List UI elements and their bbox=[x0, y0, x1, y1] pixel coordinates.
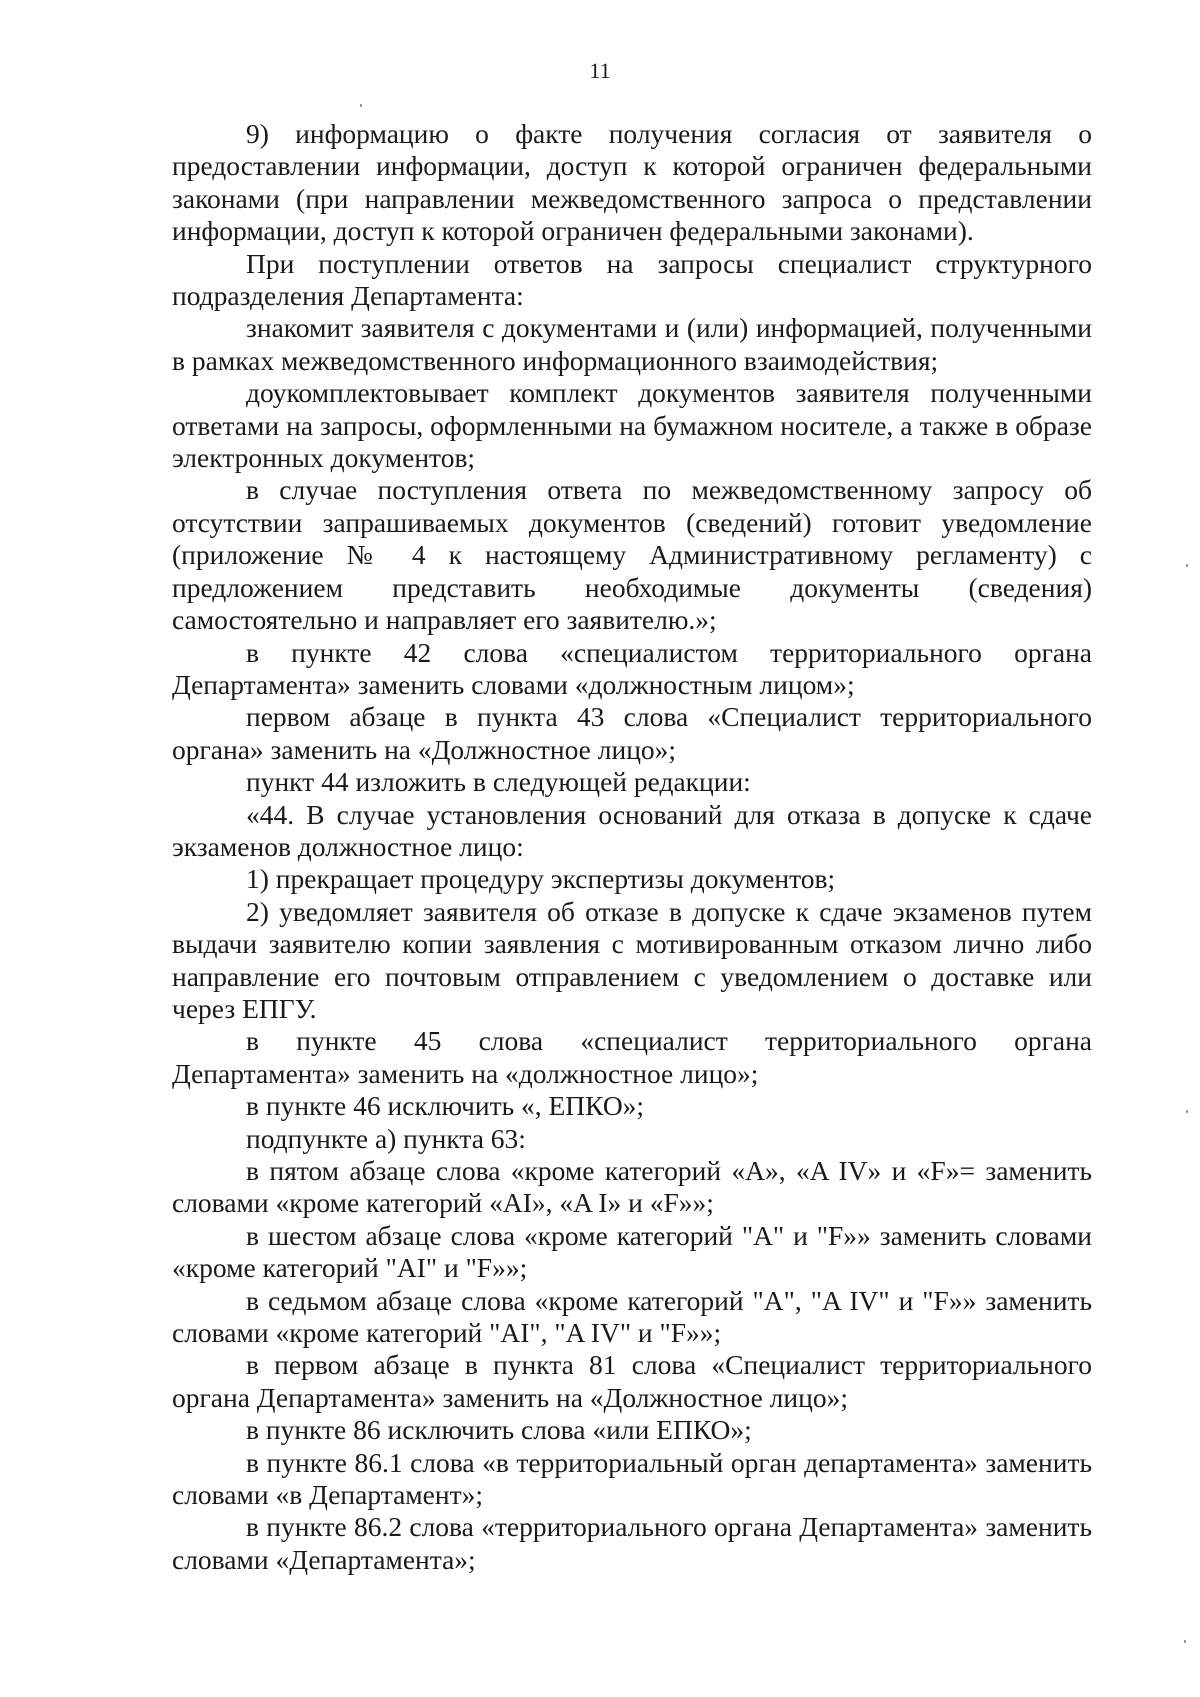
paragraph-responses-intro: При поступлении ответов на запросы специалист структурного подразделения Департамента: bbox=[172, 247, 1092, 312]
scan-speck bbox=[1186, 564, 1188, 567]
paragraph-completes-set: доукомплектовывает комплект документов заявителя полученными ответами на запросы, оформленными на бумажном носителе, а также в образе электронных документов; bbox=[172, 377, 1092, 474]
paragraph-clause-45: в пункте 45 слова «специалист территориального органа Департамента» заменить на «должностное лицо»; bbox=[172, 1025, 1092, 1089]
paragraph-clause-44-item-2: 2) уведомляет заявителя об отказе в допуске к сдаче экзаменов путем выдачи заявителю копии заявления с мотивированным отказом лично либо направление его почтовым отправлением с уведомлением о доставке или через ЕПГУ. bbox=[172, 895, 1092, 1024]
paragraph-clause-81: в первом абзаце в пункта 81 слова «Специалист территориального органа Департамента» заменить на «Должностное лицо»; bbox=[172, 1349, 1092, 1413]
paragraph-clause-43: первом абзаце в пункта 43 слова «Специалист территориального органа» заменить на «Должностное лицо»; bbox=[172, 701, 1092, 765]
scan-speck bbox=[360, 104, 362, 107]
paragraph-seventh-abzac: в седьмом абзаце слова «кроме категорий "A", "A IV" и "F»» заменить словами «кроме категорий "AI", "A IV" и "F»»; bbox=[172, 1284, 1092, 1349]
document-body bbox=[172, 118, 1092, 1576]
paragraph-clause-44-text: «44. В случае установления оснований для отказа в допуске к сдаче экзаменов должностное лицо: bbox=[172, 798, 1092, 862]
scan-speck bbox=[1184, 1640, 1186, 1643]
paragraph-acquaints: знакомит заявителя с документами и (или) информацией, полученными в рамках межведомственного информационного взаимодействия; bbox=[172, 312, 1092, 376]
paragraph-clause-46: в пункте 46 исключить «, ЕПКО»; bbox=[246, 1090, 645, 1122]
paragraph-fifth-abzac: в пятом абзаце слова «кроме категорий «А», «A IV» и «F»= заменить словами «кроме категорий «AI», «A I» и «F»»; bbox=[172, 1155, 1092, 1219]
page-number: 11 bbox=[589, 58, 611, 83]
paragraph-clause-42: в пункте 42 слова «специалистом территориального органа Департамента» заменить словами «должностным лицом»; bbox=[172, 636, 1092, 700]
paragraph-clause-86: в пункте 86 исключить слова «или ЕПКО»; bbox=[246, 1414, 752, 1446]
paragraph-absence-notice: в случае поступления ответа по межведомственному запросу об отсутствии запрашиваемых документов (сведений) готовит уведомление (приложение № 4 к настоящему Административному регламенту) с предложением представить необходимые документы (сведения) самостоятельно и направляет его заявителю.»; bbox=[172, 474, 1092, 636]
paragraph-clause-86-2: в пункте 86.2 слова «территориального органа Департамента» заменить словами «Департамента»; bbox=[172, 1511, 1092, 1575]
paragraph-clause-63a: подпункте а) пункта 63: bbox=[246, 1122, 526, 1154]
paragraph-item-9: 9) информацию о факте получения согласия от заявителя о предоставлении информации, доступ к которой ограничен федеральными законами (при направлении межведомственного запроса о представлении информации, доступ к которой ограничен федеральными законами). bbox=[172, 118, 1092, 247]
paragraph-clause-44-intro: пункт 44 изложить в следующей редакции: bbox=[246, 766, 751, 798]
scan-speck bbox=[1186, 1110, 1188, 1113]
paragraph-clause-86-1: в пункте 86.1 слова «в территориальный орган департамента» заменить словами «в Департамент»; bbox=[172, 1446, 1092, 1511]
paragraph-sixth-abzac: в шестом абзаце слова «кроме категорий "A" и "F»» заменить словами «кроме категорий "AI" и "F»»; bbox=[172, 1219, 1092, 1284]
paragraph-clause-44-item-1: 1) прекращает процедуру экспертизы документов; bbox=[246, 863, 836, 895]
